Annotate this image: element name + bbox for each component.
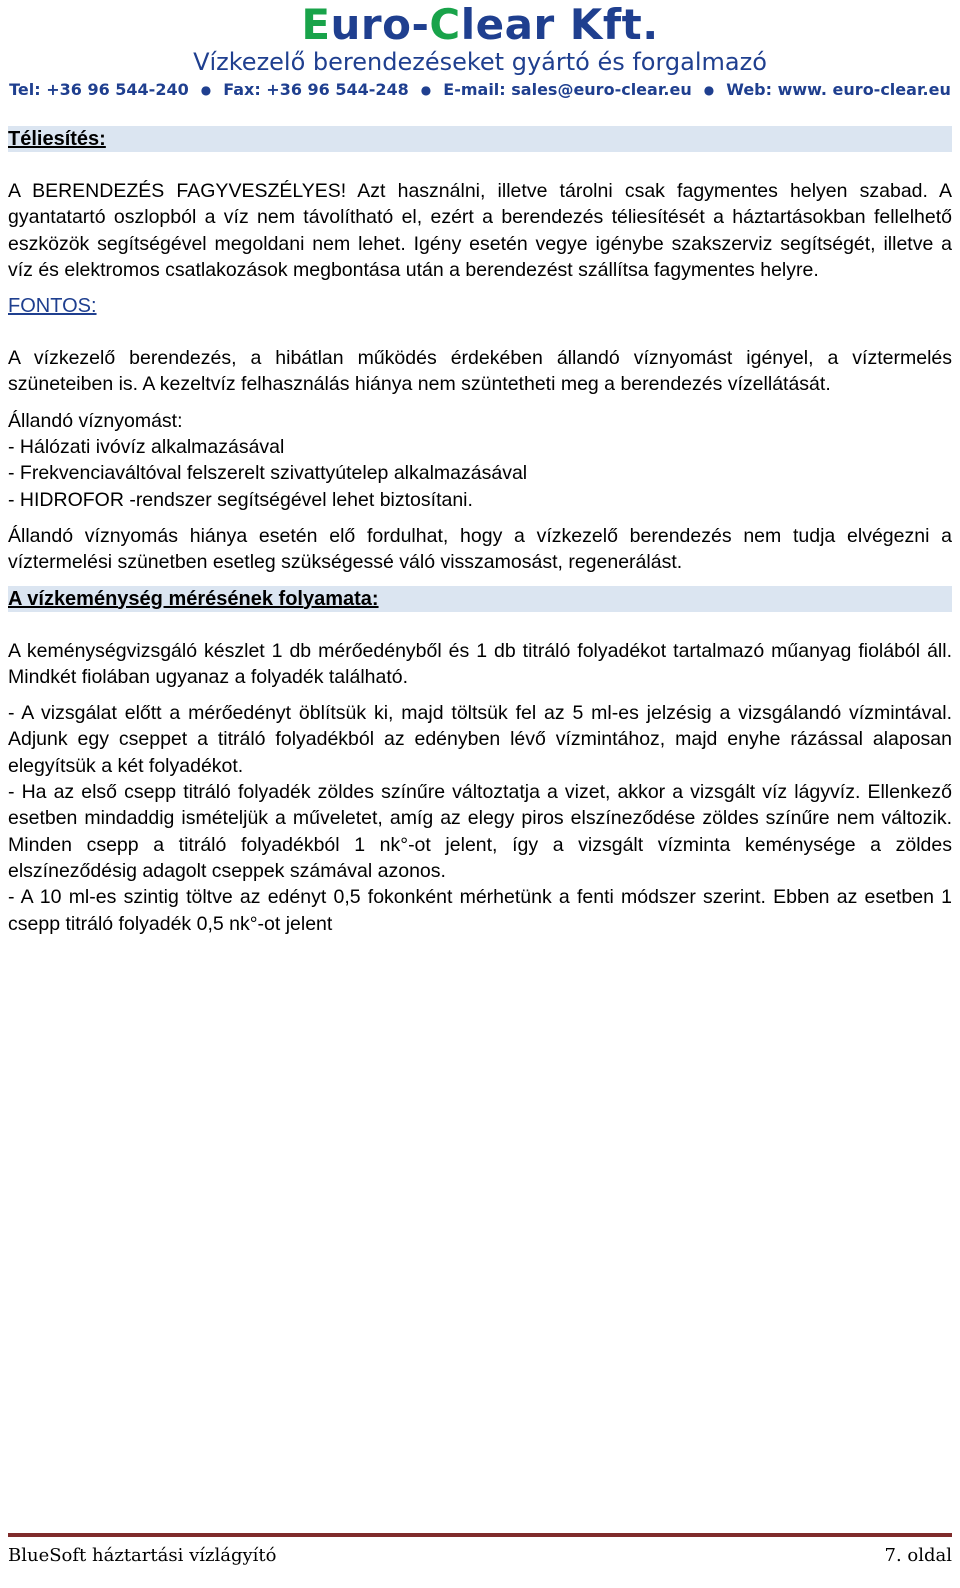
- logo-letter-e: E: [301, 0, 331, 49]
- heading-text: Téliesítés:: [8, 128, 106, 150]
- email-address: E-mail: sales@euro-clear.eu: [443, 80, 692, 99]
- logo-text-2: lear Kft.: [460, 0, 659, 49]
- fax-number: Fax: +36 96 544-248: [223, 80, 409, 99]
- logo-letter-c: C: [429, 0, 461, 49]
- company-logo: [0, 0, 960, 50]
- document-body: [8, 126, 952, 937]
- footer-product-name: BlueSoft háztartási vízlágyító: [8, 1545, 277, 1566]
- hardness-intro: A keménységvizsgáló készlet 1 db mérőedényből és 1 db titráló folyadékot tartalmazó műanyag fiolából áll. Mindkét fiolában ugyanaz a folyadék található.: [8, 639, 952, 688]
- heading-text: A vízkeménység mérésének folyamata:: [8, 587, 379, 610]
- section-heading-winter: [8, 126, 952, 152]
- logo-text-1: uro-: [330, 0, 430, 49]
- hardness-step: - Ha az első csepp titráló folyadék zöldes színűre változtatja a vizet, akkor a vizsgált víz lágyvíz. Ellenkező esetben mindaddig ismételjük a műveletet, amíg az elegy piros elszíneződése zöldes színűre nem változik. Minden csepp a titráló folyadékból 1 nk°-ot jelent, így a vizsgált vízminta keménysége a zöldes elszíneződésig adagolt cseppek számával azonos.: [8, 781, 952, 882]
- pressure-closing: Állandó víznyomás hiánya esetén elő fordulhat, hogy a vízkezelő berendezés nem tudja elvégezni a víztermelési szünetben esetleg szükségessé váló visszamosást, regenerálást.: [8, 524, 952, 574]
- section-heading-important: FONTOS:: [8, 295, 97, 318]
- section-heading-hardness: [8, 586, 952, 612]
- hardness-step: - A vizsgálat előtt a mérőedényt öblítsük ki, majd töltsük fel az 5 ml-es jelzésig a vizsgálandó vízmintával. Adjunk egy cseppet a titráló folyadékból az edényben lévő vízmintához, majd enyhe rázással alaposan elegyítsük a két folyadékot.: [8, 702, 952, 777]
- contact-line: [0, 79, 960, 101]
- page-number: 7. oldal: [884, 1545, 952, 1566]
- web-address: Web: www. euro-clear.eu: [726, 80, 951, 99]
- company-tagline: Vízkezelő berendezéseket gyártó és forgalmazó: [193, 48, 767, 76]
- important-paragraph: A vízkezelő berendezés, a hibátlan működés érdekében állandó víznyomást igényel, a víztermelés szüneteiben is. A kezeltvíz felhasználás hiánya nem szüntetheti meg a berendezés vízellátását.: [8, 347, 952, 396]
- bullet-icon: ●: [420, 83, 432, 97]
- footer-divider: [8, 1533, 952, 1537]
- winter-paragraph: A BERENDEZÉS FAGYVESZÉLYES! Azt használni, illetve tárolni csak fagymentes helyen szabad. A gyantatartó oszlopból a víz nem távolítható el, ezért a berendezés téliesítését a háztartásokban fellelhető eszközök segítségével megoldani nem lehet. Igény esetén vegye igénybe szakszerviz segítségét, illetve a víz és elektromos csatlakozások megbontása után a berendezést szállítsa fagymentes helyre.: [8, 180, 952, 281]
- pressure-item: - HIDROFOR -rendszer segítségével lehet biztosítani.: [8, 488, 473, 511]
- pressure-item: - Hálózati ivóvíz alkalmazásával: [8, 436, 285, 459]
- pressure-item: - Frekvenciaváltóval felszerelt szivattyútelep alkalmazásával: [8, 462, 528, 485]
- hardness-step: - A 10 ml-es szintig töltve az edényt 0,5 fokonként mérhetünk a fenti módszer szerint. Ebben az esetben 1 csepp titráló folyadék 0,5 nk°-ot jelent: [8, 886, 952, 935]
- bullet-icon: ●: [703, 83, 715, 97]
- phone-number: Tel: +36 96 544-240: [9, 80, 189, 99]
- pressure-title: Állandó víznyomást:: [8, 409, 183, 432]
- bullet-icon: ●: [200, 83, 212, 97]
